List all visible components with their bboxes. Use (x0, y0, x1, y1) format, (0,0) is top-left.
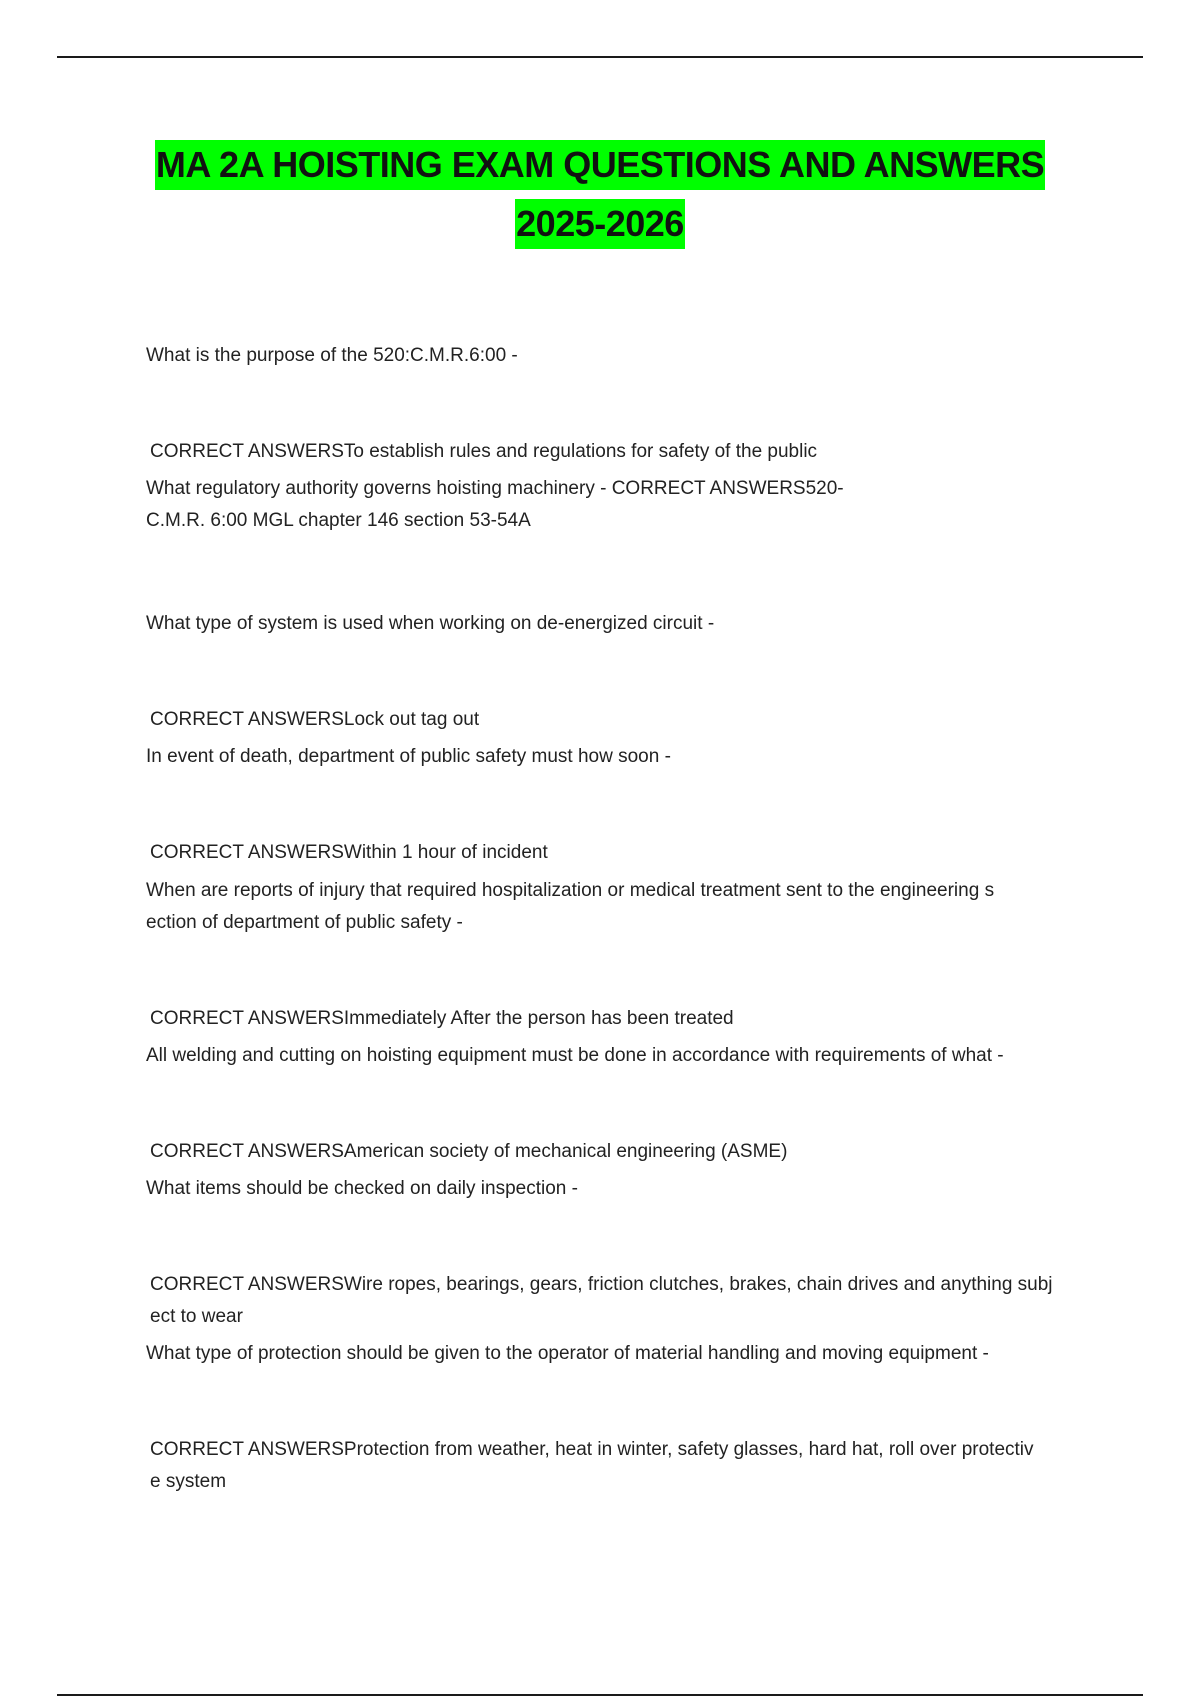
title-line-2: 2025-2026 (515, 199, 685, 249)
question-text: What type of system is used when working on de-energized circuit - (146, 613, 715, 634)
top-rule (57, 56, 1143, 58)
question-text: When are reports of injury that required hospitalization or medical treatment sent to the engineering s ection of department of public safety - (146, 880, 995, 933)
title-line-1: MA 2A HOISTING EXAM QUESTIONS AND ANSWERS (155, 140, 1045, 190)
answer-text: CORRECT ANSWERSLock out tag out (150, 709, 480, 730)
bottom-rule (57, 1694, 1143, 1696)
question-text: All welding and cutting on hoisting equipment must be done in accordance with requirements of what - (146, 1045, 1004, 1066)
answer-text: CORRECT ANSWERSWithin 1 hour of incident (150, 842, 548, 863)
answer-text: CORRECT ANSWERSAmerican society of mechanical engineering (ASME) (150, 1141, 788, 1162)
question-text: What regulatory authority governs hoisting machinery - CORRECT ANSWERS520- C.M.R. 6:00 MGL chapter 146 section 53-54A (146, 478, 844, 531)
document-title (0, 140, 1200, 258)
qa-item (146, 1274, 1034, 1562)
question-text: What items should be checked on daily inspection - (146, 1178, 578, 1199)
answer-text: CORRECT ANSWERSImmediately After the person has been treated (150, 1008, 734, 1029)
question-text: In event of death, department of public safety must how soon - (146, 746, 671, 767)
answer-text: CORRECT ANSWERSProtection from weather, heat in winter, safety glasses, hard hat, roll over protectiv e system (150, 1439, 1034, 1492)
answer-text: CORRECT ANSWERSTo establish rules and regulations for safety of the public (150, 441, 818, 462)
answer-text: CORRECT ANSWERSWire ropes, bearings, gears, friction clutches, brakes, chain drives and anything subj ect to wear (150, 1274, 1053, 1327)
question-text: What type of protection should be given to the operator of material handling and moving equipment - (146, 1343, 989, 1364)
question-text: What is the purpose of the 520:C.M.R.6:00 - (146, 345, 518, 366)
